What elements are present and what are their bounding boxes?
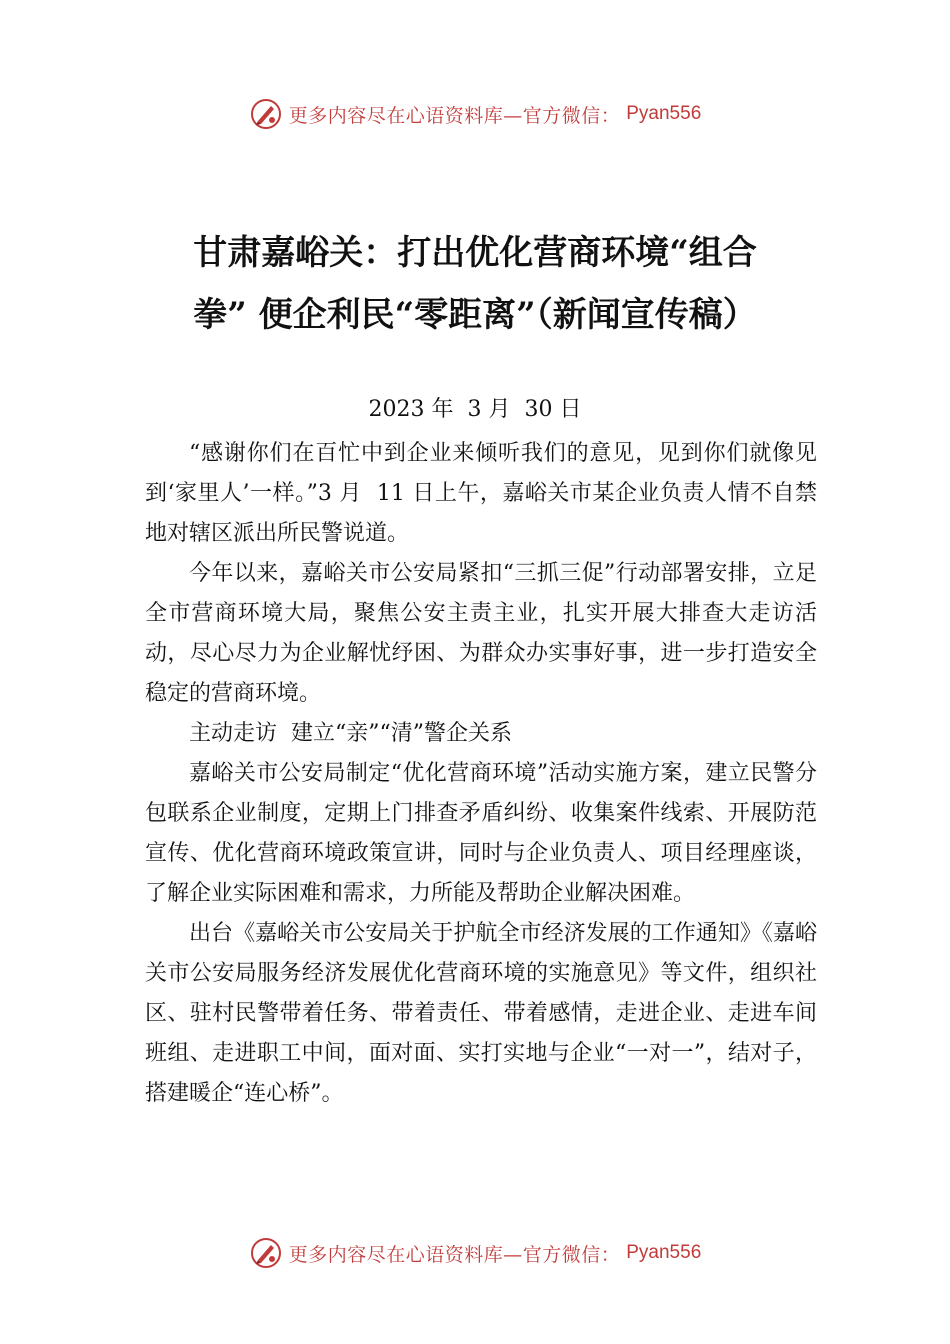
title-line-1: 甘肃嘉峪关：打出优化营商环境“组合 [193, 233, 757, 273]
paragraph: “感谢你们在百忙中到企业来倾听我们的意见，见到你们就像见到‘家里人’一样。”3 月 11 日上午，嘉峪关市某企业负责人情不自禁地对辖区派出所民警说道。 [145, 441, 817, 546]
paragraph: 嘉峪关市公安局制定“优化营商环境”活动实施方案，建立民警分包联系企业制度，定期上门排查矛盾纠纷、收集案件线索、开展防范宣传、优化营商环境政策宣讲，同时与企业负责人、项目经理座谈，了解企业实际困难和需求，力所能及帮助企业解决困难。 [145, 761, 817, 906]
footer-watermark [0, 1235, 950, 1271]
pen-logo-icon [249, 1236, 283, 1270]
pen-logo-icon [249, 97, 283, 131]
watermark-text: 更多内容尽在心语资料库—官方微信： [288, 1243, 621, 1266]
paragraph: 今年以来，嘉峪关市公安局紧扣“三抓三促”行动部署安排，立足全市营商环境大局，聚焦公安主责主业，扎实开展大排查大走访活动，尽心尽力为企业解忧纾困、为群众办实事好事，进一步打造安全稳定的营商环境。 [145, 561, 817, 706]
title-line-2: 拳” 便企利民“零距离”（新闻宣传稿） [193, 295, 757, 335]
watermark-wechat-id: Pyan556 [626, 1242, 702, 1263]
section-heading: 主动走访 建立“亲”“清”警企关系 [189, 721, 512, 746]
watermark-text: 更多内容尽在心语资料库—官方微信： [288, 104, 621, 127]
article-body [145, 434, 817, 1114]
header-watermark [0, 96, 950, 132]
paragraph: 出台《嘉峪关市公安局关于护航全市经济发展的工作通知》《嘉峪关市公安局服务经济发展优化营商环境的实施意见》等文件，组织社区、驻村民警带着任务、带着责任、带着感情，走进企业、走进车间班组、走进职工中间，面对面、实打实地与企业“一对一”，结对子，搭建暖企“连心桥”。 [145, 921, 817, 1106]
watermark-wechat-id: Pyan556 [626, 103, 702, 124]
publish-date: 2023 年 3 月 30 日 [368, 397, 582, 422]
document-title [145, 222, 805, 346]
